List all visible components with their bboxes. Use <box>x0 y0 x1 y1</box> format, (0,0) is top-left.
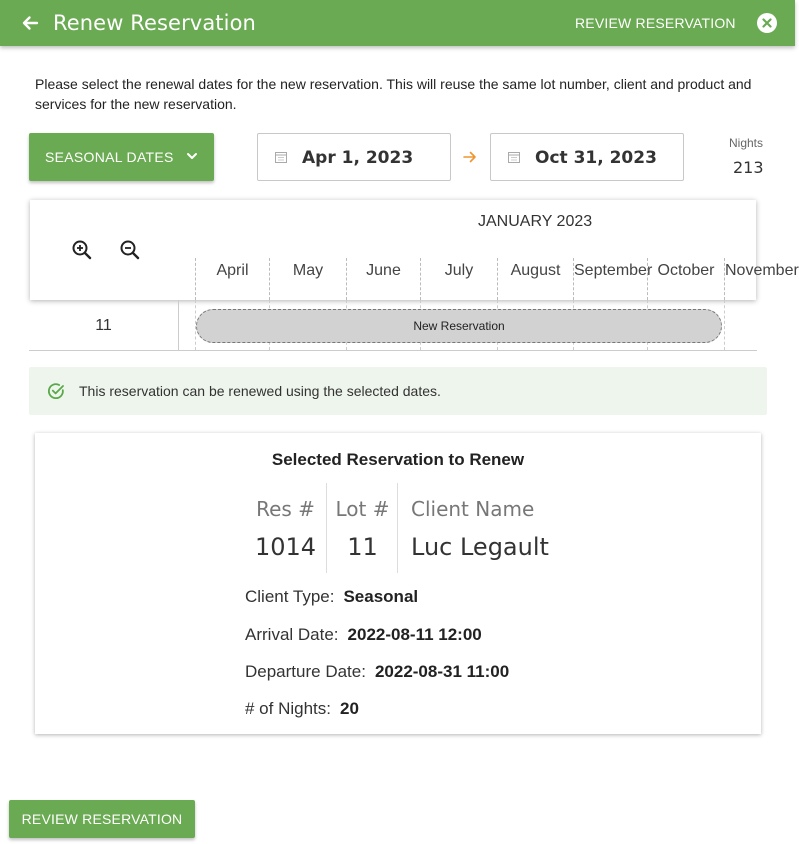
timeline-header <box>30 200 799 300</box>
client-type-label: Client Type: <box>245 587 335 606</box>
res-number-value: 1014 <box>254 533 317 561</box>
renewal-success-alert <box>29 367 767 415</box>
arrow-left-icon <box>20 13 40 33</box>
check-circle-icon <box>47 382 65 400</box>
chevron-down-icon <box>186 150 198 162</box>
client-name-value: Luc Legault <box>411 533 549 561</box>
new-reservation-bar[interactable]: New Reservation <box>196 309 722 343</box>
res-number-stat <box>245 483 327 573</box>
arrival-date-value: 2022-08-11 12:00 <box>347 625 482 644</box>
seasonal-dates-label: SEASONAL DATES <box>45 149 174 165</box>
arrow-right-icon <box>463 150 477 164</box>
calendar-icon <box>508 151 520 163</box>
nights-label: Nights <box>729 136 764 150</box>
reservation-details-card <box>35 433 761 734</box>
arrival-date-row <box>245 625 482 645</box>
nights-value: 213 <box>733 158 764 177</box>
client-name-stat <box>399 483 551 573</box>
month-label-october: October <box>647 258 724 300</box>
res-number-label: Res # <box>256 497 315 521</box>
close-icon <box>762 18 772 28</box>
month-label-july: July <box>420 258 497 300</box>
month-label-may: May <box>269 258 346 300</box>
app-header <box>0 0 795 46</box>
start-date-value: Apr 1, 2023 <box>302 148 414 168</box>
client-type-value: Seasonal <box>343 587 419 606</box>
departure-date-label: Departure Date: <box>245 662 366 681</box>
back-button[interactable] <box>18 11 42 35</box>
nights-row <box>245 699 359 719</box>
seasonal-dates-dropdown[interactable] <box>29 133 214 181</box>
alert-message: This reservation can be renewed using the selected dates. <box>79 383 441 399</box>
month-label-april: April <box>195 258 269 300</box>
end-date-field[interactable] <box>490 133 684 181</box>
lot-number-label: Lot # <box>335 497 390 521</box>
intro-text: Please select the renewal dates for the new reservation. This will reuse the same lot number, client and product and services for the new reservation. <box>35 76 752 112</box>
page-title: Renew Reservation <box>53 11 256 35</box>
header-review-reservation-button[interactable]: REVIEW RESERVATION <box>575 15 736 31</box>
month-label-november: November <box>724 258 764 300</box>
departure-date-row <box>245 662 509 682</box>
end-date-value: Oct 31, 2023 <box>535 148 657 168</box>
calendar-icon <box>275 151 287 163</box>
row-lot-number: 11 <box>29 300 179 350</box>
client-type-row <box>245 587 418 607</box>
month-label-august: August <box>497 258 573 300</box>
lot-number-stat <box>328 483 398 573</box>
grid-line <box>724 300 725 350</box>
client-name-label: Client Name <box>411 497 535 521</box>
zoom-in-icon <box>71 239 93 261</box>
nights-count-value: 20 <box>340 699 359 718</box>
review-reservation-button[interactable]: REVIEW RESERVATION <box>9 800 195 838</box>
month-label-june: June <box>346 258 420 300</box>
details-title: Selected Reservation to Renew <box>271 450 525 469</box>
timeline-row <box>29 300 757 351</box>
zoom-in-button[interactable] <box>71 239 93 266</box>
nights-count-label: # of Nights: <box>245 699 331 718</box>
month-label-september: September <box>573 258 647 300</box>
arrival-date-label: Arrival Date: <box>245 625 339 644</box>
timeline-year-label: JANUARY 2023 <box>478 213 593 230</box>
lot-number-value: 11 <box>347 533 378 561</box>
departure-date-value: 2022-08-31 11:00 <box>374 662 510 681</box>
zoom-out-icon <box>119 239 141 261</box>
zoom-out-button[interactable] <box>119 239 141 266</box>
close-button[interactable] <box>757 13 777 33</box>
start-date-field[interactable] <box>257 133 451 181</box>
